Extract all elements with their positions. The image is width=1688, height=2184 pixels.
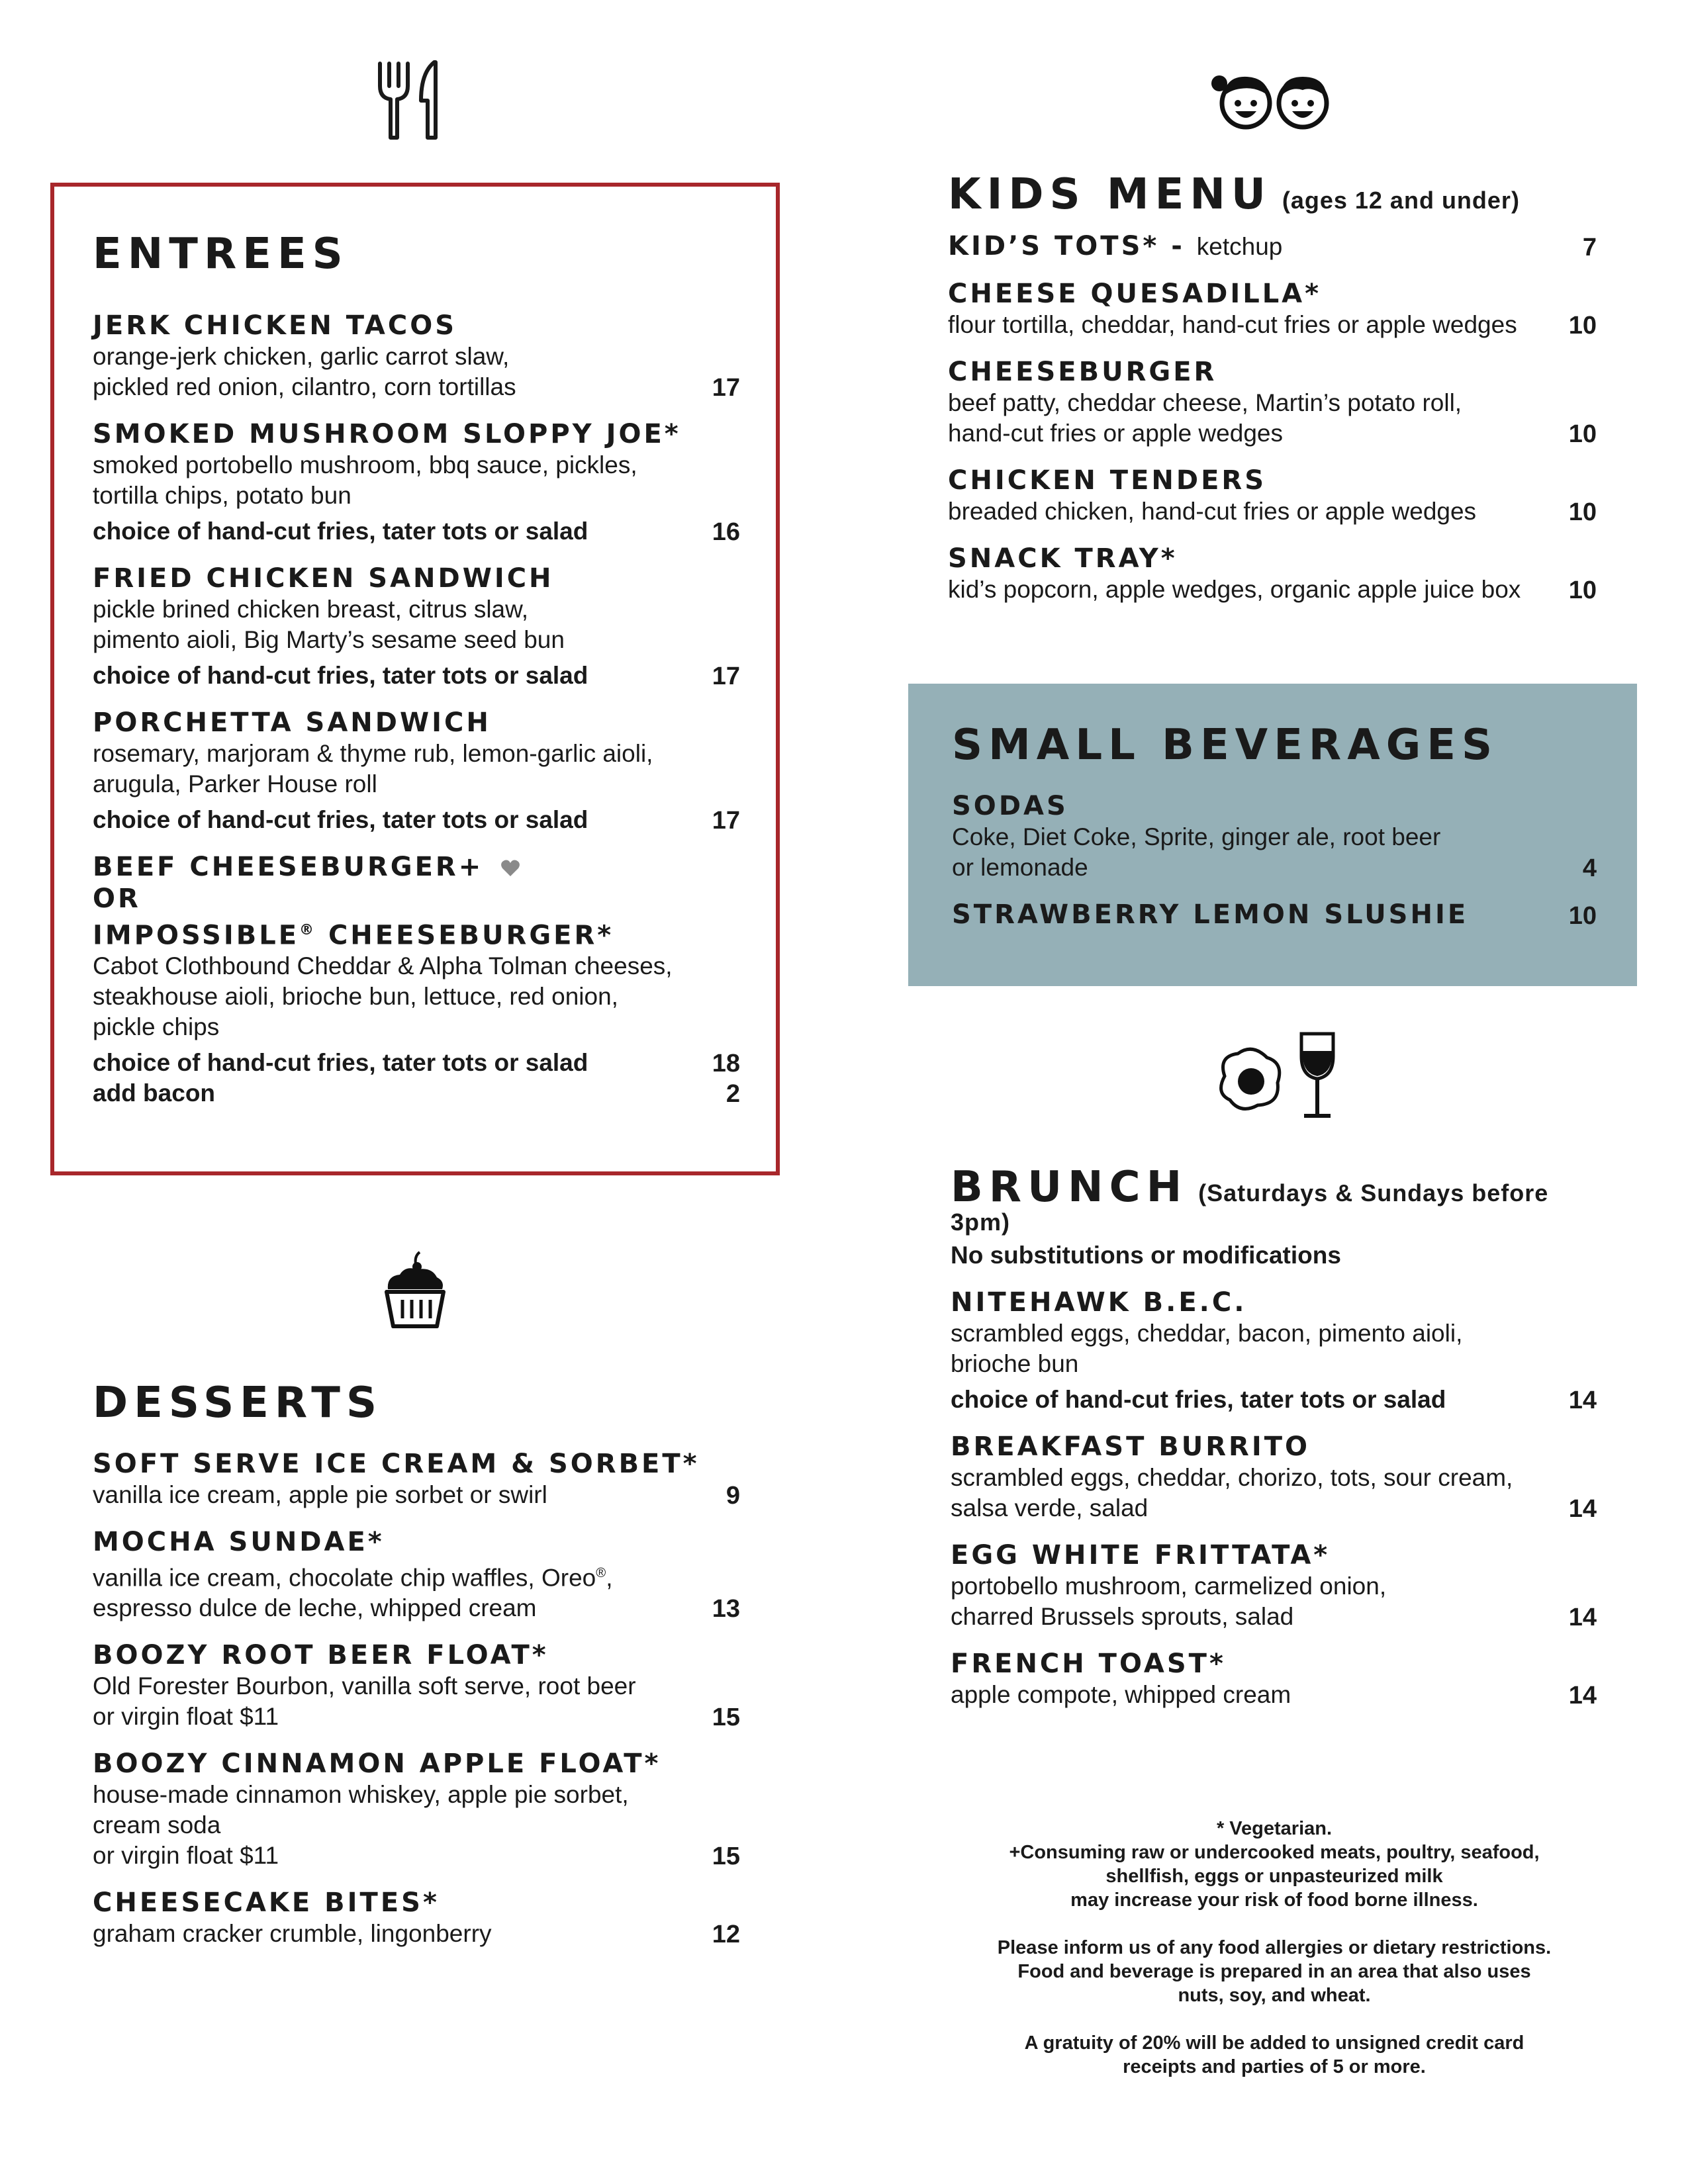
menu-item [952,790,1597,883]
kids-title: KIDS MENU [948,170,1272,219]
item-price: 17 [712,662,740,690]
brunch-section [951,1163,1597,1710]
item-desc: cream soda [93,1811,221,1839]
footnote-line: A gratuity of 20% will be added to unsigned credit card [1024,2032,1524,2054]
item-side: choice of hand-cut fries, tater tots or salad [93,662,588,689]
item-name: CHEESEBURGER [948,357,1217,387]
menu-item [93,563,740,691]
item-desc: ketchup [1196,233,1283,260]
item-desc: , [606,1564,613,1592]
beverages-title: SMALL BEVERAGES [952,721,1499,770]
item-desc: hand-cut fries or apple wedges [948,420,1283,447]
item-price: 10 [1568,312,1597,340]
item-desc: Coke, Diet Coke, Sprite, ginger ale, root beer [952,823,1441,850]
menu-item [948,278,1597,340]
item-desc: pickle brined chicken breast, citrus slaw, [93,596,529,623]
footnote-line: * Vegetarian. [1216,1818,1333,1839]
item-desc: espresso dulce de leche, whipped cream [93,1594,537,1622]
menu-item [948,543,1597,605]
item-desc: arugula, Parker House roll [93,770,377,797]
footnote-line: Please inform us of any food allergies or dietary restrictions. [997,1937,1552,1958]
item-name: BOOZY ROOT BEER FLOAT* [93,1640,549,1671]
item-name: CHEESECAKE BITES* [93,1888,440,1919]
item-price: 15 [712,1843,740,1871]
menu-item [951,1539,1597,1632]
item-desc: orange-jerk chicken, garlic carrot slaw, [93,343,510,370]
item-name: KID’S TOTS* [948,231,1160,261]
registered-mark: ® [299,922,317,938]
item-side: choice of hand-cut fries, tater tots or salad [93,806,588,833]
item-desc: apple compote, whipped cream [951,1681,1291,1708]
item-price: 14 [1568,1604,1597,1631]
brunch-note: No substitutions or modifications [951,1242,1341,1269]
desserts-section [93,1379,740,1949]
item-name: PORCHETTA SANDWICH [93,707,491,738]
menu-item [93,707,740,835]
menu-item [93,310,740,402]
item-desc: vanilla ice cream, chocolate chip waffles, Oreo [93,1564,596,1592]
item-name: BEEF CHEESEBURGER+ [93,852,484,882]
item-side: choice of hand-cut fries, tater tots or salad [93,518,588,545]
entrees-section [93,230,740,1109]
item-desc: house-made cinnamon whiskey, apple pie sorbet, [93,1781,629,1809]
item-price: 9 [726,1482,740,1510]
footnote-line: receipts and parties of 5 or more. [1123,2056,1426,2077]
item-name: FRIED CHICKEN SANDWICH [93,563,554,594]
item-desc: kid’s popcorn, apple wedges, organic apple juice box [948,576,1521,603]
item-name: BOOZY CINNAMON APPLE FLOAT* [93,1749,661,1780]
item-desc: Cabot Clothbound Cheddar & Alpha Tolman cheeses, [93,952,673,980]
item-name: EGG WHITE FRITTATA* [951,1540,1331,1570]
heart-icon [500,859,520,878]
footnote-line: nuts, soy, and wheat. [1178,1985,1371,2006]
brunch-title: BRUNCH [951,1163,1188,1212]
item-price: 13 [712,1595,740,1623]
item-price: 17 [712,374,740,402]
menu-item [948,230,1597,262]
footnote-line: shellfish, eggs or unpasteurized milk [1105,1866,1443,1887]
item-price: 10 [1568,576,1597,604]
beverages-section [952,721,1597,931]
footnote-line: Food and beverage is prepared in an area that also uses [1017,1961,1531,1982]
menu-item [93,1639,740,1732]
menu-item [93,1526,740,1623]
item-price: 4 [1582,854,1597,882]
item-price: 17 [712,807,740,835]
item-desc: pimento aioli, Big Marty’s sesame seed bun [93,626,565,653]
item-price: 10 [1568,902,1597,930]
item-addon: add bacon [93,1079,216,1107]
footnote-line: +Consuming raw or undercooked meats, poultry, seafood, [1009,1842,1540,1863]
item-name: NITEHAWK B.E.C. [951,1287,1247,1318]
item-price: 14 [1568,1387,1597,1414]
item-price: 16 [712,518,740,546]
item-name: BREAKFAST BURRITO [951,1432,1311,1462]
desserts-title: DESSERTS [93,1379,383,1428]
menu-item [951,1287,1597,1415]
item-desc: Old Forester Bourbon, vanilla soft serve, root beer [93,1672,636,1700]
item-price: 10 [1568,498,1597,526]
item-desc: or virgin float $11 [93,1842,279,1870]
item-price: 15 [712,1704,740,1732]
footnotes [940,1817,1609,2103]
item-desc: charred Brussels sprouts, salad [951,1603,1294,1630]
kids-faces-icon [1206,64,1336,132]
item-desc: or virgin float $11 [93,1703,279,1731]
menu-item [93,851,740,1109]
item-desc: rosemary, marjoram & thyme rub, lemon-garlic aioli, [93,740,653,767]
menu-item [93,1887,740,1949]
item-price: 18 [712,1050,740,1078]
entrees-title: ENTREES [93,230,349,279]
item-name: FRENCH TOAST* [951,1649,1226,1679]
cupcake-icon [383,1250,447,1329]
item-desc: pickle chips [93,1013,220,1041]
item-or: OR [93,884,141,914]
item-dash: - [1159,231,1197,261]
item-desc: or lemonade [952,854,1088,881]
item-side: choice of hand-cut fries, tater tots or salad [951,1386,1446,1413]
item-desc: graham cracker crumble, lingonberry [93,1920,492,1948]
item-price: 12 [712,1921,740,1949]
item-desc: brioche bun [951,1350,1079,1377]
item-desc: tortilla chips, potato bun [93,482,352,509]
item-name: STRAWBERRY LEMON SLUSHIE [952,899,1469,930]
item-price: 14 [1568,1495,1597,1523]
item-price: 14 [1568,1682,1597,1709]
fork-knife-icon [375,60,449,142]
menu-item [93,1448,740,1510]
item-desc: steakhouse aioli, brioche bun, lettuce, red onion, [93,983,618,1011]
item-name: SMOKED MUSHROOM SLOPPY JOE* [93,419,681,449]
item-desc: breaded chicken, hand-cut fries or apple wedges [948,498,1477,525]
kids-section [948,170,1597,605]
item-name: IMPOSSIBLE [93,920,300,951]
item-desc: smoked portobello mushroom, bbq sauce, pickles, [93,451,637,478]
item-side: choice of hand-cut fries, tater tots or salad [93,1049,588,1077]
item-price: 10 [1568,420,1597,448]
item-desc: salsa verde, salad [951,1494,1149,1522]
footnote-line: may increase your risk of food borne illness. [1070,1889,1478,1911]
item-price: 7 [1582,234,1597,261]
item-desc: vanilla ice cream, apple pie sorbet or swirl [93,1481,547,1508]
menu-item [951,1648,1597,1710]
item-name: MOCHA SUNDAE* [93,1527,385,1557]
item-name: CHEESEBURGER* [316,920,614,951]
item-name: CHICKEN TENDERS [948,465,1267,496]
menu-item [93,418,740,547]
item-name: CHEESE QUESADILLA* [948,279,1322,309]
item-desc: scrambled eggs, cheddar, chorizo, tots, sour cream, [951,1464,1513,1491]
item-name: SOFT SERVE ICE CREAM & SORBET* [93,1449,700,1479]
menu-item [948,356,1597,449]
item-name: JERK CHICKEN TACOS [93,310,457,341]
egg-wine-icon [1211,1030,1337,1122]
item-desc: flour tortilla, cheddar, hand-cut fries or apple wedges [948,311,1517,338]
menu-item [93,1748,740,1871]
item-name: SNACK TRAY* [948,543,1178,574]
item-name: SODAS [952,791,1068,821]
brunch-subtitle: (Saturdays & Sundays before 3pm) [951,1179,1549,1236]
item-desc: scrambled eggs, cheddar, bacon, pimento aioli, [951,1320,1463,1347]
item-desc: beef patty, cheddar cheese, Martin’s potato roll, [948,389,1462,416]
item-price: 2 [726,1080,740,1109]
registered-mark: ® [596,1566,606,1580]
menu-item [951,1431,1597,1524]
menu-item [948,465,1597,527]
menu-item [952,899,1597,931]
kids-subtitle: (ages 12 and under) [1282,187,1520,214]
item-desc: portobello mushroom, carmelized onion, [951,1572,1387,1600]
item-desc: pickled red onion, cilantro, corn tortillas [93,373,516,400]
